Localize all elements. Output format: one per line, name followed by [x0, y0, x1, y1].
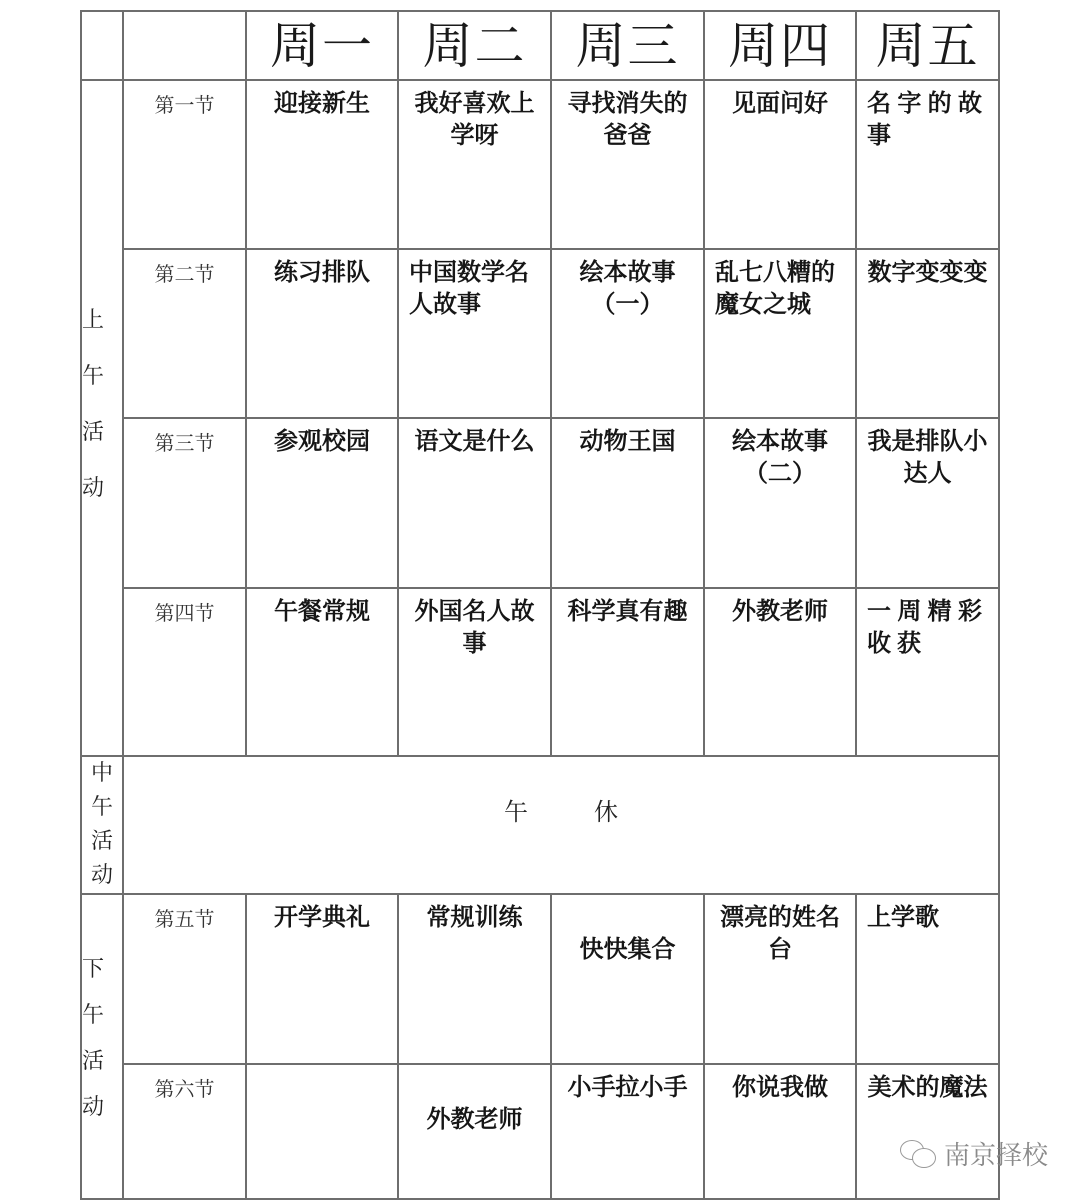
schedule-cell: 午餐常规: [246, 588, 398, 756]
period-row-4: [81, 588, 999, 756]
schedule-cell: 数字变变变: [856, 249, 999, 418]
schedule-cell: 迎接新生: [246, 80, 398, 249]
session-morning-char: 上: [82, 308, 105, 333]
schedule-cell: 语文是什么: [398, 418, 551, 588]
weekly-schedule-table: [80, 10, 1000, 1200]
day-header-tue: 周二: [398, 11, 551, 80]
corner-cell-session: [81, 11, 123, 80]
schedule-cell: 外教老师: [704, 588, 856, 756]
schedule-cell: 漂亮的姓名台: [704, 894, 856, 1064]
session-noon-char: 动: [90, 863, 113, 888]
day-header-thu: 周四: [704, 11, 856, 80]
schedule-cell: 见面问好: [704, 80, 856, 249]
schedule-cell: 外国名人故事: [398, 588, 551, 756]
schedule-cell: 开学典礼: [246, 894, 398, 1064]
schedule-cell: 乱七八糟的魔女之城: [704, 249, 856, 418]
schedule-cell: 参观校园: [246, 418, 398, 588]
schedule-cell: 我好喜欢上学呀: [398, 80, 551, 249]
watermark: [900, 1135, 1048, 1172]
period-row-2: [81, 249, 999, 418]
schedule-cell: 上学歌: [856, 894, 999, 1064]
corner-cell-period: [123, 11, 246, 80]
schedule-cell: 名字的故事: [856, 80, 999, 249]
session-morning: [81, 80, 123, 756]
day-header-wed: 周三: [551, 11, 704, 80]
schedule-cell: 一周精彩收获: [856, 588, 999, 756]
session-morning-char: 午: [82, 364, 105, 389]
period-label: 第六节: [123, 1064, 246, 1199]
day-header-mon: 周一: [246, 11, 398, 80]
schedule-cell: [246, 1064, 398, 1199]
schedule-cell: 你说我做: [704, 1064, 856, 1199]
session-afternoon-char: 午: [82, 1002, 105, 1028]
period-label: 第二节: [123, 249, 246, 418]
period-row-3: [81, 418, 999, 588]
session-afternoon-char: 下: [82, 956, 105, 982]
noon-row: [81, 756, 999, 894]
session-noon: [81, 756, 123, 894]
period-row-1: [81, 80, 999, 249]
session-morning-char: 活: [82, 420, 105, 445]
period-label: 第四节: [123, 588, 246, 756]
period-row-6: [81, 1064, 999, 1199]
session-noon-char: 午: [90, 795, 113, 820]
noon-break-char: 休: [594, 797, 618, 826]
schedule-cell: 绘本故事（一）: [551, 249, 704, 418]
schedule-cell: 快快集合: [551, 894, 704, 1064]
wechat-icon: [900, 1140, 938, 1168]
schedule-cell: 常规训练: [398, 894, 551, 1064]
schedule-cell: 科学真有趣: [551, 588, 704, 756]
schedule-cell: 中国数学名人故事: [398, 249, 551, 418]
day-header-fri: 周五: [856, 11, 999, 80]
schedule-cell: 外教老师: [398, 1064, 551, 1199]
schedule-cell: 绘本故事（二）: [704, 418, 856, 588]
noon-break-label: [504, 792, 618, 827]
period-label: 第五节: [123, 894, 246, 1064]
header-row: [81, 11, 999, 80]
schedule-cell: 我是排队小达人: [856, 418, 999, 588]
noon-break-char: 午: [504, 797, 528, 826]
period-label: 第三节: [123, 418, 246, 588]
period-row-5: [81, 894, 999, 1064]
session-afternoon: [81, 894, 123, 1199]
schedule-cell: 小手拉小手: [551, 1064, 704, 1199]
schedule-cell: 美术的魔法: [856, 1064, 999, 1199]
session-noon-char: 活: [90, 829, 113, 854]
schedule-cell: 寻找消失的爸爸: [551, 80, 704, 249]
session-afternoon-char: 动: [82, 1094, 105, 1120]
schedule-cell: 动物王国: [551, 418, 704, 588]
noon-break-cell: [123, 756, 999, 894]
session-noon-char: 中: [90, 761, 113, 786]
watermark-text: 南京择校: [944, 1141, 1049, 1171]
session-morning-char: 动: [82, 476, 105, 501]
schedule-cell: 练习排队: [246, 249, 398, 418]
period-label: 第一节: [123, 80, 246, 249]
session-afternoon-char: 活: [82, 1048, 105, 1074]
